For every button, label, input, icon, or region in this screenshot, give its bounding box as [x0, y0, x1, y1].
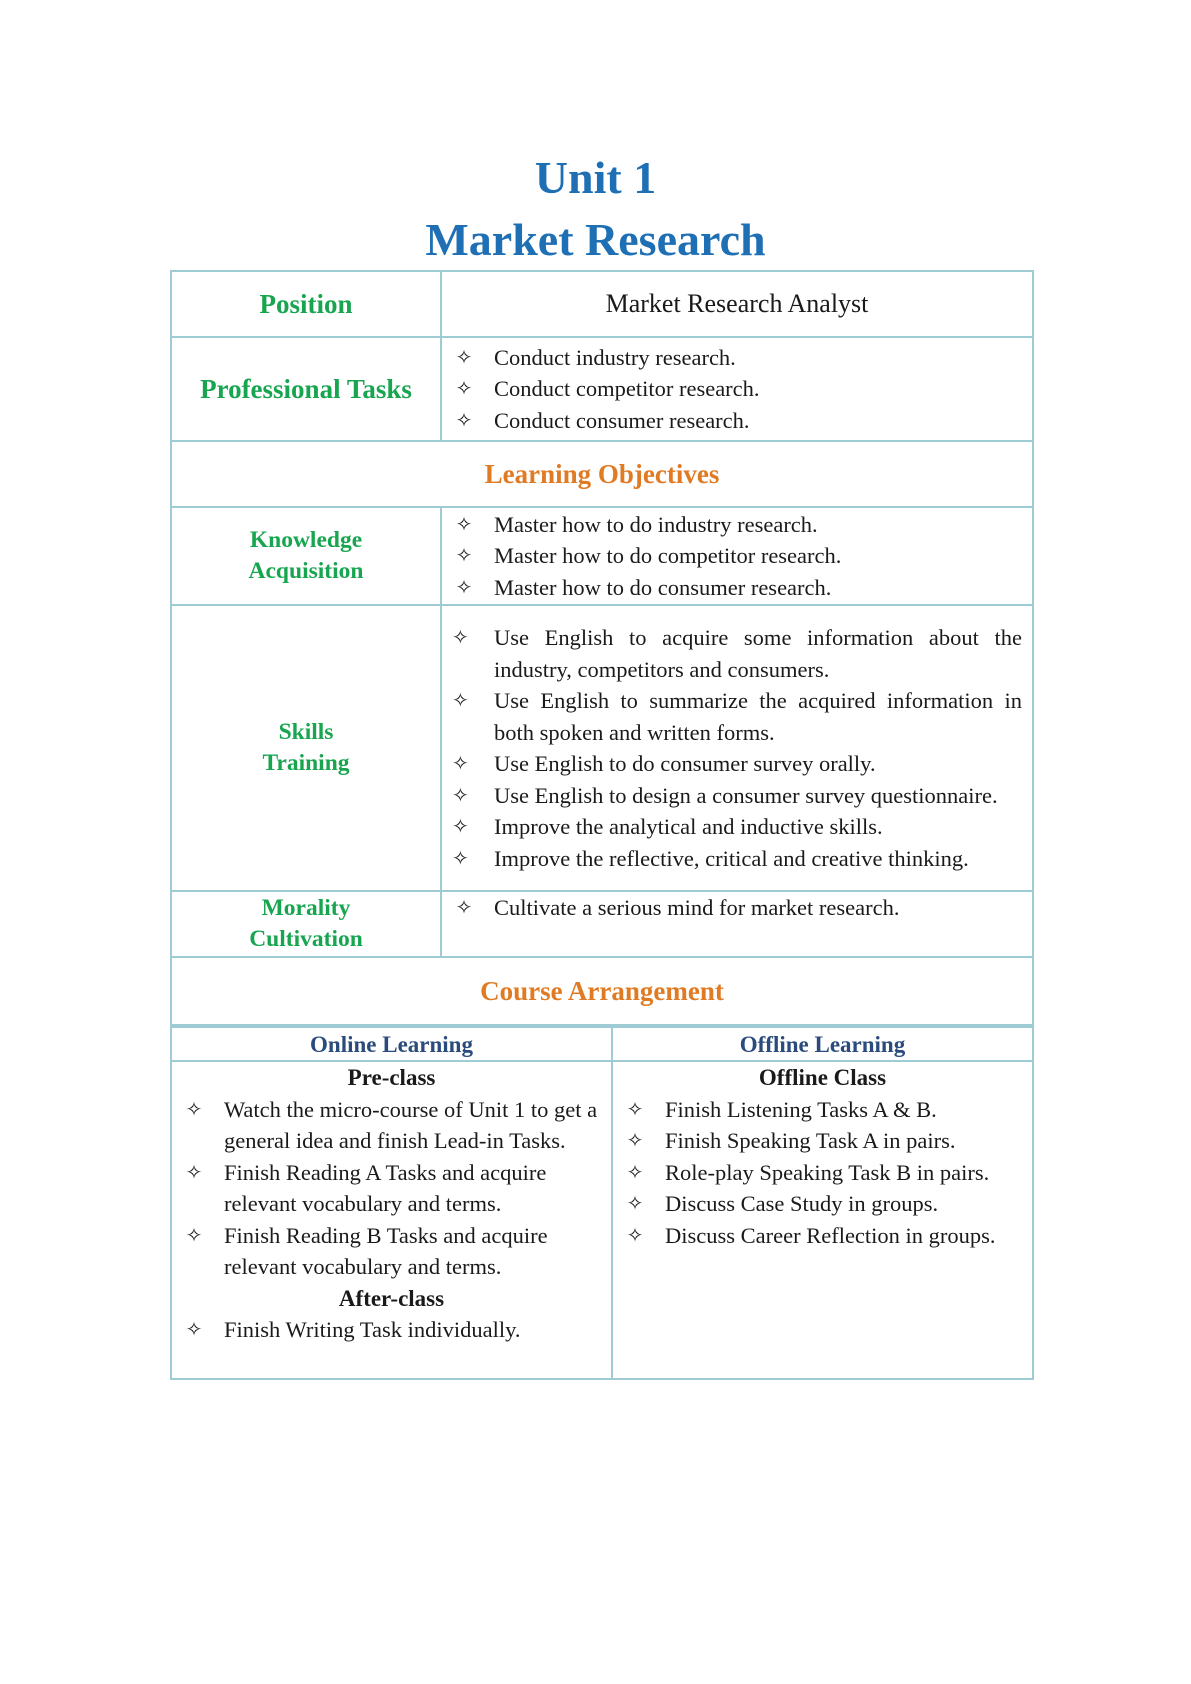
star-bullet-icon: ✧: [626, 1159, 644, 1184]
list-item: ✧ Discuss Case Study in groups.: [613, 1188, 1032, 1220]
star-bullet-icon: ✧: [455, 511, 473, 536]
star-bullet-icon: ✧: [626, 1128, 644, 1152]
position-row: [171, 271, 1033, 337]
list-item: ✧ Conduct consumer research.: [442, 405, 1032, 437]
morality-cell: [441, 891, 1033, 957]
unit-subtitle: Market Research: [425, 214, 766, 265]
list-item: ✧ Discuss Career Reflection in groups.: [613, 1220, 1032, 1252]
star-bullet-icon: ✧: [455, 407, 473, 432]
offline-class-title: Offline Class: [758, 1065, 887, 1090]
skills-label: Skills Training: [171, 605, 441, 891]
list-item: ✧ Master how to do industry research.: [442, 509, 1032, 541]
list-item: ✧ Finish Writing Task individually.: [172, 1314, 611, 1346]
star-bullet-icon: ✧: [626, 1096, 644, 1121]
professional-tasks-list: [442, 342, 1032, 437]
star-bullet-icon: ✧: [185, 1317, 203, 1341]
course-arrangement-row: [171, 957, 1033, 1025]
learning-objectives-row: [171, 441, 1033, 507]
list-item: ✧ Finish Speaking Task A in pairs.: [613, 1125, 1032, 1157]
position-value: Market Research Analyst: [441, 271, 1033, 337]
star-bullet-icon: ✧: [452, 625, 469, 649]
course-arrangement-table: [170, 1026, 1034, 1380]
knowledge-row: [171, 507, 1033, 605]
list-item: ✧ Finish Reading A Tasks and acquire relevant vocabulary and terms.: [172, 1157, 611, 1220]
list-item: ✧ Use English to design a consumer survey questionnaire.: [442, 780, 1032, 812]
list-item: ✧ Use English to summarize the acquired information in both spoken and written forms.: [442, 685, 1032, 748]
learning-mode-header-row: [171, 1027, 1033, 1061]
professional-tasks-cell: [441, 337, 1033, 441]
learning-mode-content-row: [171, 1061, 1033, 1379]
unit-title: Unit 1: [534, 152, 657, 203]
list-item: ✧ Improve the reflective, critical and creative thinking.: [442, 843, 1032, 875]
pre-class-title: Pre-class: [347, 1065, 436, 1090]
star-bullet-icon: ✧: [185, 1159, 203, 1184]
star-bullet-icon: ✧: [455, 344, 473, 369]
list-item: ✧ Use English to acquire some information about the industry, competitors and consumers.: [442, 622, 1032, 685]
list-item: ✧ Role-play Speaking Task B in pairs.: [613, 1157, 1032, 1189]
list-item: ✧ Use English to do consumer survey orally.: [442, 748, 1032, 780]
unit-overview-table: [170, 270, 1034, 1026]
skills-cell: [441, 605, 1033, 891]
after-class-list: [172, 1314, 611, 1346]
skills-list: [442, 622, 1032, 874]
offline-learning-cell: [612, 1061, 1033, 1379]
star-bullet-icon: ✧: [455, 376, 473, 401]
course-arrangement-header: Course Arrangement: [171, 957, 1033, 1025]
learning-objectives-header: Learning Objectives: [171, 441, 1033, 507]
star-bullet-icon: ✧: [452, 751, 469, 775]
offline-class-list: [613, 1094, 1032, 1252]
star-bullet-icon: ✧: [452, 688, 469, 712]
knowledge-cell: [441, 507, 1033, 605]
morality-label: Morality Cultivation: [171, 891, 441, 957]
morality-row: [171, 891, 1033, 957]
star-bullet-icon: ✧: [185, 1096, 203, 1121]
list-item: ✧ Watch the micro-course of Unit 1 to get a general idea and finish Lead-in Tasks.: [172, 1094, 611, 1157]
list-item: ✧ Conduct industry research.: [442, 342, 1032, 374]
list-item: ✧ Master how to do consumer research.: [442, 572, 1032, 604]
skills-row: [171, 605, 1033, 891]
knowledge-list: [442, 509, 1032, 604]
star-bullet-icon: ✧: [452, 845, 469, 870]
knowledge-label: Knowledge Acquisition: [171, 507, 441, 605]
star-bullet-icon: ✧: [185, 1222, 203, 1247]
online-learning-cell: [171, 1061, 612, 1379]
list-item: ✧ Conduct competitor research.: [442, 373, 1032, 405]
star-bullet-icon: ✧: [626, 1222, 644, 1247]
star-bullet-icon: ✧: [455, 543, 473, 568]
list-item: ✧ Improve the analytical and inductive skills.: [442, 811, 1032, 843]
list-item: ✧ Cultivate a serious mind for market research.: [442, 892, 1032, 924]
pre-class-list: [172, 1094, 611, 1283]
list-item: ✧ Master how to do competitor research.: [442, 540, 1032, 572]
position-label: Position: [171, 271, 441, 337]
star-bullet-icon: ✧: [455, 574, 473, 599]
offline-learning-header: Offline Learning: [612, 1027, 1033, 1061]
morality-list: [442, 892, 1032, 924]
online-learning-header: Online Learning: [171, 1027, 612, 1061]
professional-tasks-label: Professional Tasks: [171, 337, 441, 441]
star-bullet-icon: ✧: [452, 814, 469, 838]
after-class-title: After-class: [338, 1285, 445, 1311]
professional-tasks-row: [171, 337, 1033, 441]
list-item: ✧ Finish Reading B Tasks and acquire relevant vocabulary and terms.: [172, 1220, 611, 1283]
star-bullet-icon: ✧: [455, 895, 473, 919]
list-item: ✧ Finish Listening Tasks A & B.: [613, 1094, 1032, 1126]
star-bullet-icon: ✧: [452, 782, 469, 807]
star-bullet-icon: ✧: [626, 1191, 644, 1215]
